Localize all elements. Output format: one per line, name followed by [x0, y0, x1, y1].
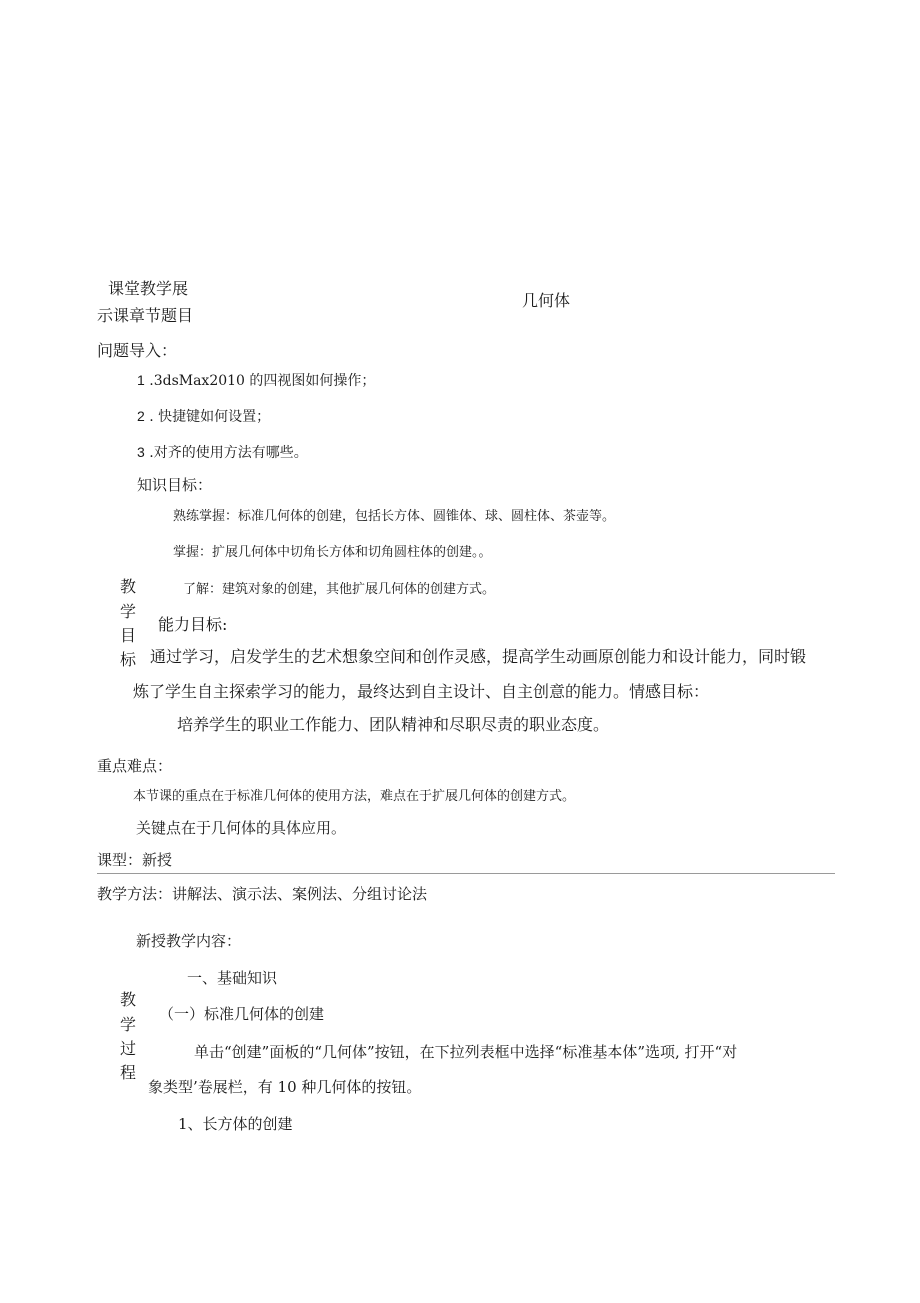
- side-label-char: 教: [120, 577, 137, 596]
- knowledge-item-2: 掌握：扩展几何体中切角长方体和切角圆柱体的创建。。: [173, 545, 492, 560]
- header-label-line2: 示课章节题目: [97, 306, 194, 325]
- paragraph-line-1: 单击“创建”面板的“几何体”按钮，在下拉列表框中选择“标准基本体”选项, 打开“对: [194, 1043, 738, 1061]
- intro-item-text: .对齐的使用方法有哪些。: [144, 445, 308, 461]
- ability-line-1: 通过学习，启发学生的艺术想象空间和创作灵感，提高学生动画原创能力和设计能力，同时锻: [150, 647, 807, 666]
- intro-item-text: . 快捷键如何设置；: [144, 409, 271, 425]
- intro-item-text: .3dsMax2010 的四视图如何操作；: [144, 373, 376, 389]
- course-type: 课型：新授: [97, 851, 173, 869]
- side-label-char: 过: [120, 1039, 137, 1058]
- item-box-creation: 1、长方体的创建: [178, 1115, 293, 1133]
- intro-item-number: 3: [137, 444, 145, 460]
- knowledge-item-1: 熟练掌握：标准几何体的创建，包括长方体、圆锥体、球、圆柱体、茶壶等。: [173, 509, 616, 524]
- side-label-char: 教: [120, 990, 137, 1009]
- intro-item-number: 2: [137, 408, 145, 424]
- knowledge-item-3: 了解：建筑对象的创建，其他扩展几何体的创建方式。: [183, 582, 496, 597]
- intro-item-3: [137, 444, 308, 462]
- knowledge-heading: 知识目标：: [137, 476, 213, 494]
- header-label-line1: 课堂教学展: [108, 279, 189, 298]
- section-basic-knowledge: 一、基础知识: [187, 969, 278, 987]
- ability-heading: 能力目标:: [158, 615, 228, 634]
- lesson-title: 几何体: [522, 291, 571, 310]
- subsection-standard-geometry: （一）标准几何体的创建: [159, 1005, 325, 1023]
- side-label-char: 学: [120, 1015, 137, 1034]
- ability-line-2: 炼了学生自主探索学习的能力，最终达到自主设计、自主创意的能力。情感目标：: [133, 682, 710, 701]
- key-points-line-1: 本节课的重点在于标准几何体的使用方法，难点在于扩展几何体的创建方式。: [133, 789, 576, 804]
- intro-item-number: 1: [137, 372, 145, 388]
- side-label-char: 标: [120, 650, 137, 669]
- emotion-line: 培养学生的职业工作能力、团队精神和尽职尽责的职业态度。: [177, 715, 610, 734]
- side-label-char: 学: [120, 602, 137, 621]
- teaching-method: 教学方法：讲解法、演示法、案例法、分组讨论法: [97, 885, 428, 903]
- key-points-line-2: 关键点在于几何体的具体应用。: [136, 819, 347, 837]
- side-label-char: 程: [120, 1063, 137, 1082]
- divider: [97, 873, 835, 874]
- content-heading: 新授教学内容：: [136, 932, 242, 950]
- side-label-char: 目: [120, 626, 137, 645]
- intro-heading: 问题导入：: [97, 341, 178, 360]
- key-points-heading: 重点难点：: [97, 757, 173, 775]
- intro-item-1: [137, 372, 375, 390]
- paragraph-line-2: 象类型’卷展栏，有 10 种几何体的按钮。: [148, 1078, 422, 1096]
- intro-item-2: [137, 408, 270, 426]
